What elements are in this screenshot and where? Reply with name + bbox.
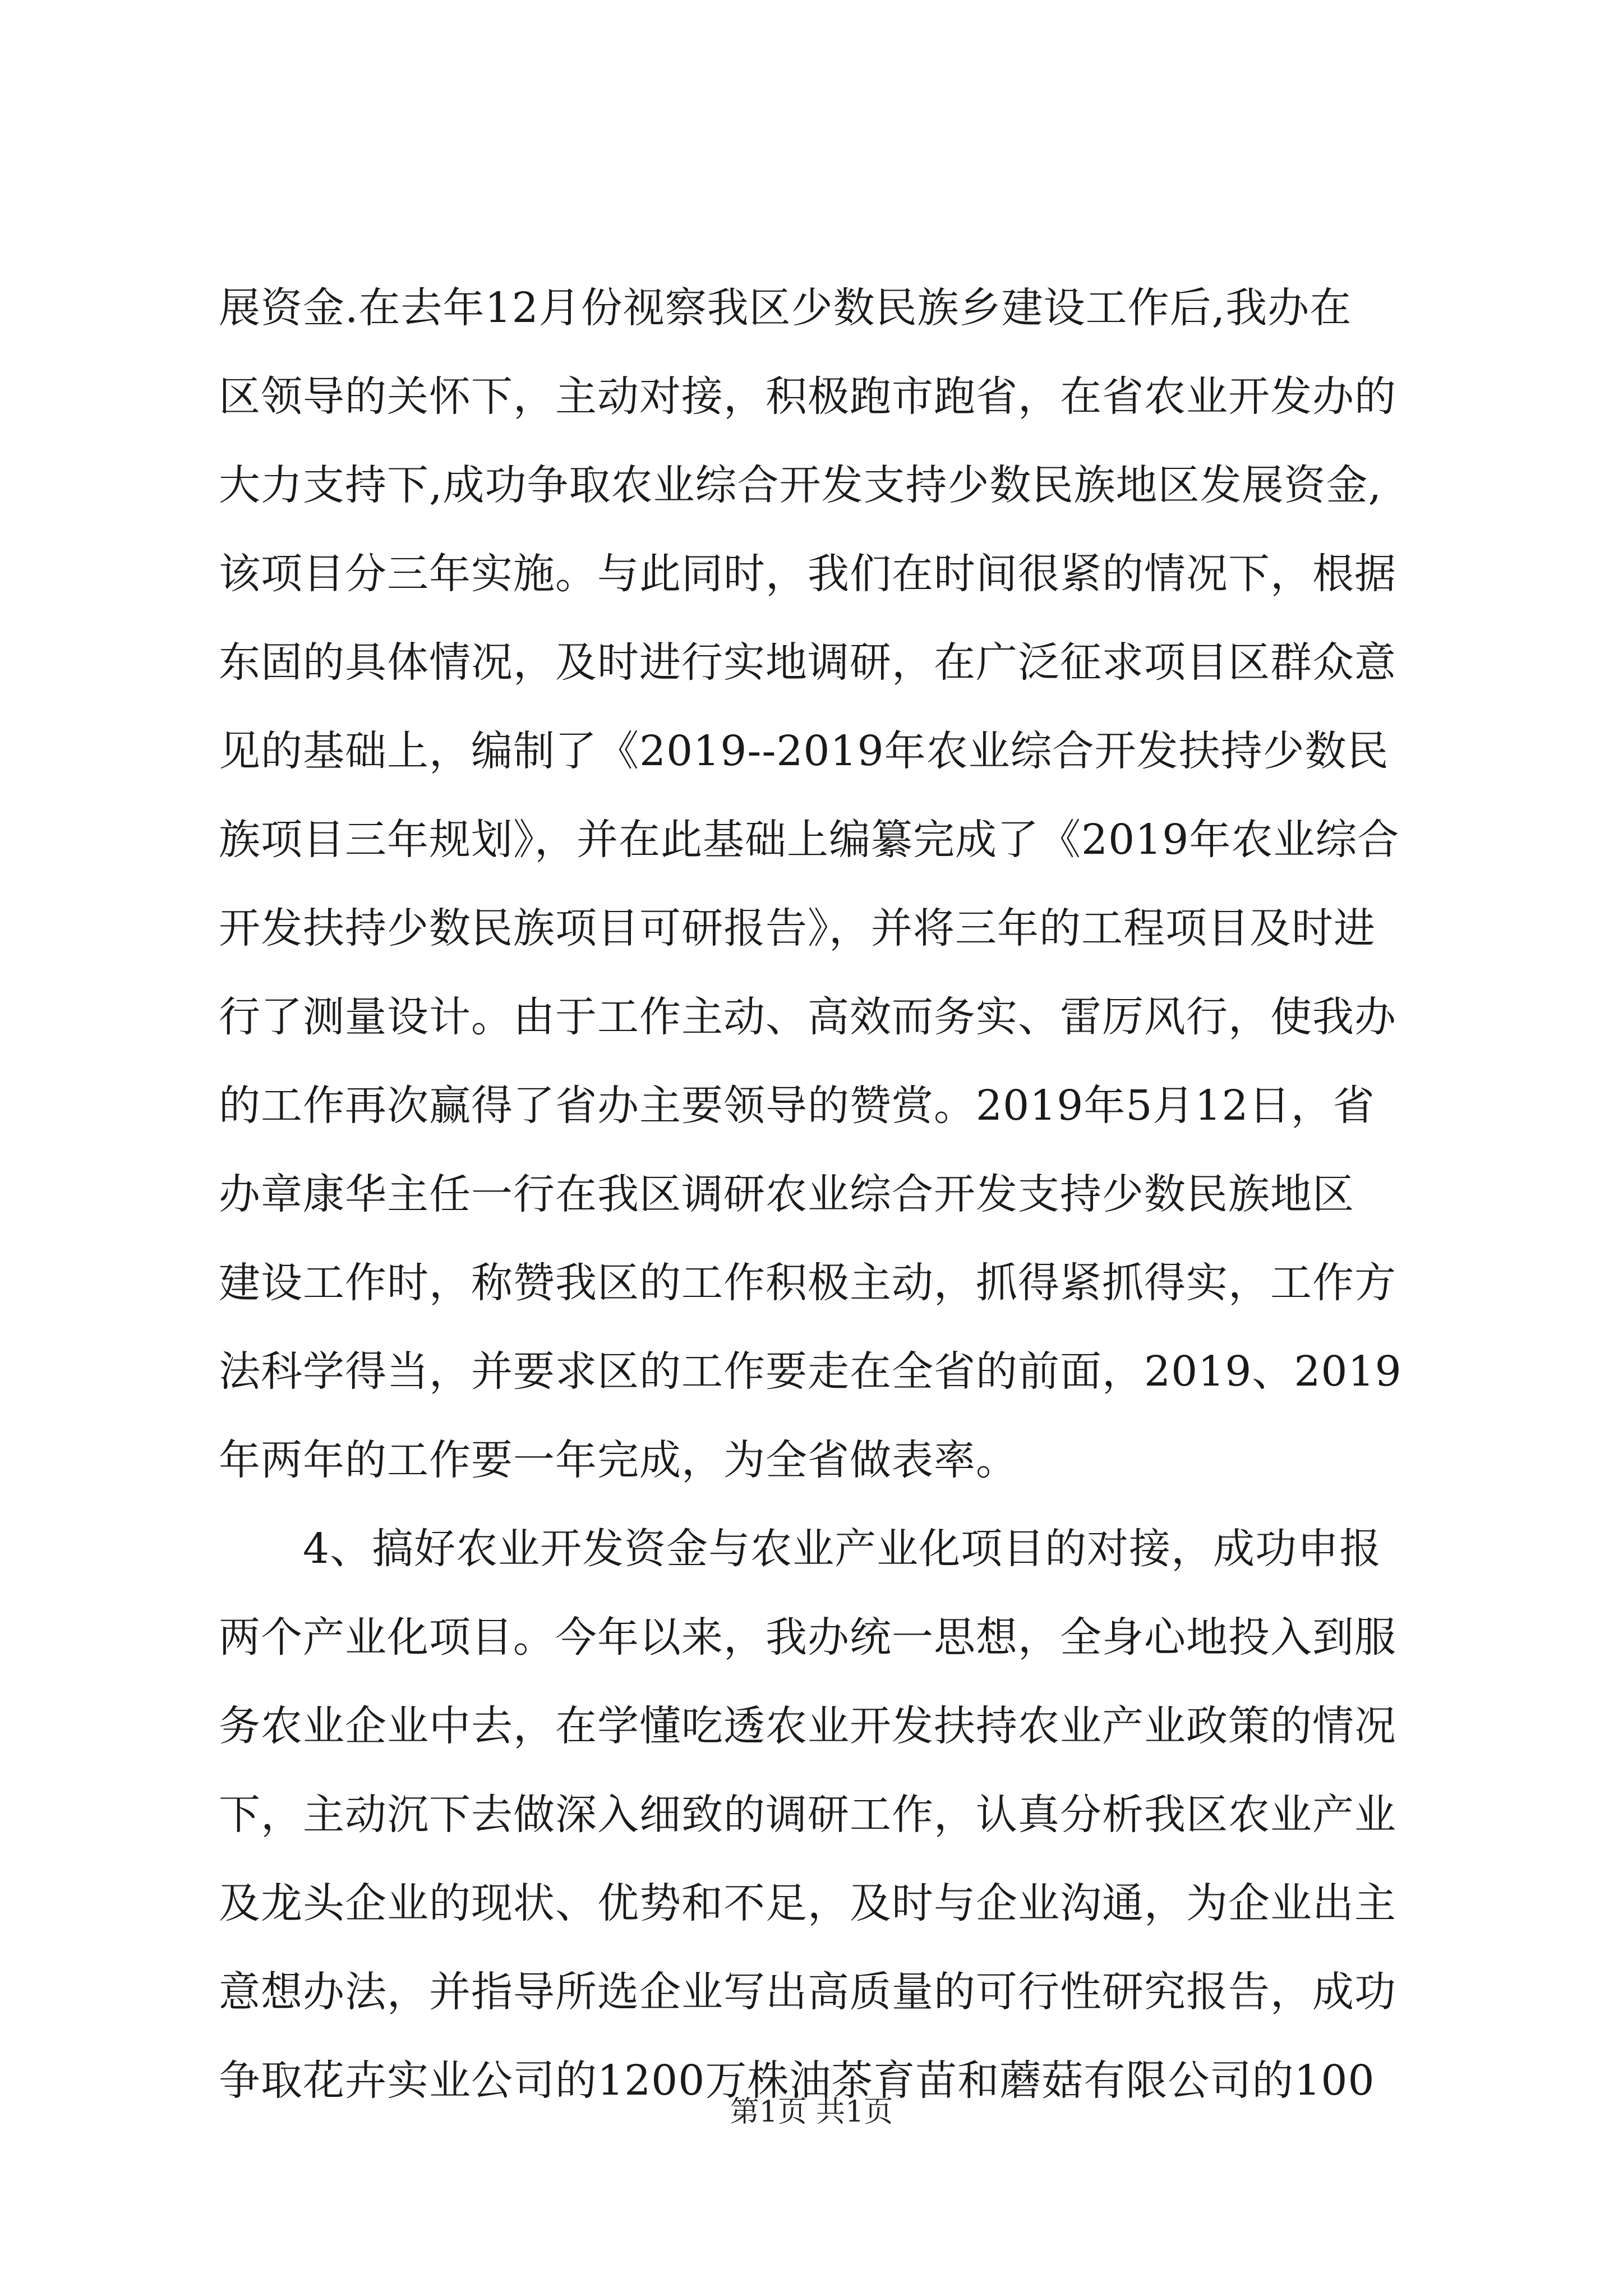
text-line: 务农业企业中去，在学懂吃透农业开发扶持农业产业政策的情况 xyxy=(219,1702,1396,1750)
text-line: 见的基础上，编制了《2019--2019年农业综合开发扶持少数民 xyxy=(219,727,1389,775)
page-footer xyxy=(0,2092,1623,2132)
page-number: 第1页 共1页 xyxy=(730,2095,893,2129)
text-line: 该项目分三年实施。与此同时，我们在时间很紧的情况下，根据 xyxy=(219,550,1396,598)
text-line: 大力支持下,成功争取农业综合开发支持少数民族地区发展资金, xyxy=(219,461,1382,509)
text-line: 下，主动沉下去做深入细致的调研工作，认真分析我区农业产业 xyxy=(219,1791,1396,1839)
body-text xyxy=(219,264,1453,2125)
text-line: 两个产业化项目。今年以来，我办统一思想，全身心地投入到服 xyxy=(219,1613,1396,1662)
text-line: 的工作再次赢得了省办主要领导的赞赏。2019年5月12日，省 xyxy=(219,1082,1375,1130)
text-line: 法科学得当，并要求区的工作要走在全省的前面，2019、2019 xyxy=(219,1347,1402,1396)
text-line: 行了测量设计。由于工作主动、高效而务实、雷厉风行，使我办 xyxy=(219,993,1396,1041)
text-line: 意想办法，并指导所选企业写出高质量的可行性研究报告，成功 xyxy=(219,1968,1396,2016)
text-line: 族项目三年规划》，并在此基础上编纂完成了《2019年农业综合 xyxy=(219,816,1400,864)
text-line: 建设工作时，称赞我区的工作积极主动，抓得紧抓得实，工作方 xyxy=(219,1259,1396,1307)
text-line: 及龙头企业的现状、优势和不足，及时与企业沟通，为企业出主 xyxy=(219,1879,1396,1927)
text-line: 年两年的工作要一年完成，为全省做表率。 xyxy=(219,1436,1018,1484)
text-line: 东固的具体情况，及时进行实地调研，在广泛征求项目区群众意 xyxy=(219,638,1396,687)
text-line: 办章康华主任一行在我区调研农业综合开发支持少数民族地区 xyxy=(219,1170,1354,1218)
text-line: 争取花卉实业公司的1200万株油茶育苗和蘑菇有限公司的100 xyxy=(219,2056,1375,2105)
text-line: 展资金.在去年12月份视察我区少数民族乡建设工作后,我办在 xyxy=(219,284,1352,332)
text-line: 区领导的关怀下，主动对接，积极跑市跑省，在省农业开发办的 xyxy=(219,372,1396,421)
paragraph-start-line: 4、搞好农业开发资金与农业产业化项目的对接，成功申报 xyxy=(303,1525,1382,1573)
text-line: 开发扶持少数民族项目可研报告》，并将三年的工程项目及时进 xyxy=(219,904,1376,953)
